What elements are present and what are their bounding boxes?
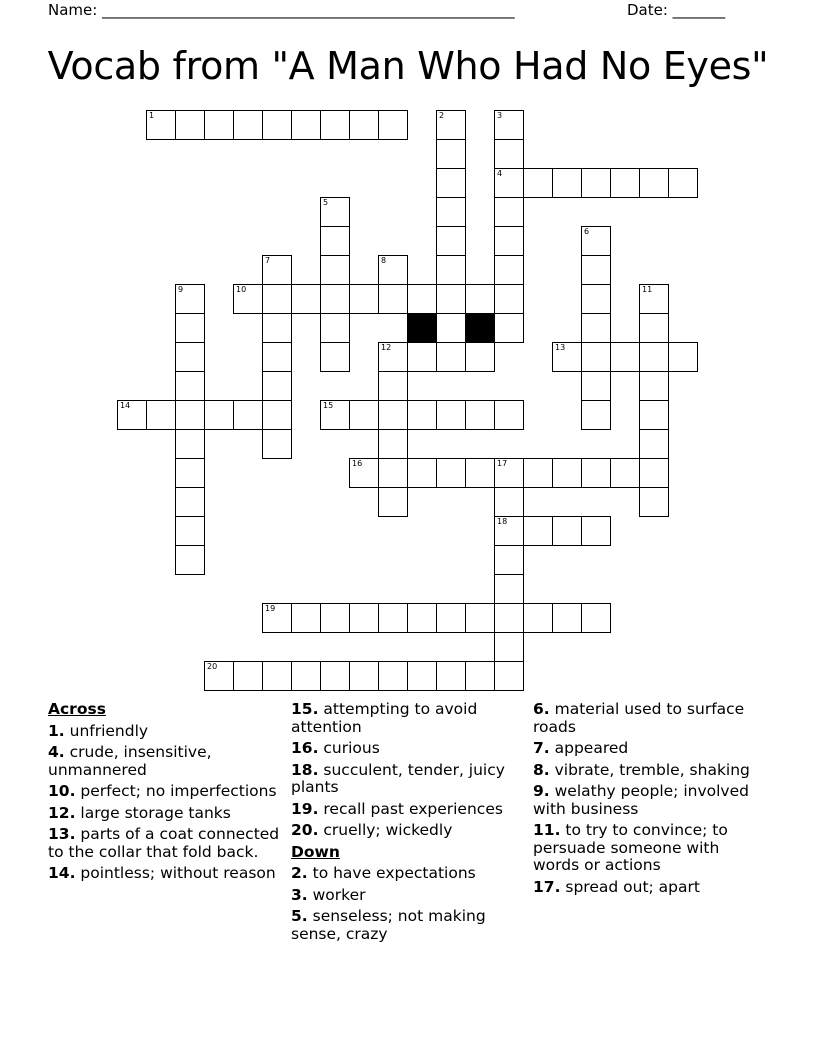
clue-item-number: 20.	[291, 821, 319, 839]
clue-item-text: cruelly; wickedly	[318, 821, 453, 839]
clue-item-text: to try to convince; to persuade someone with words or actions	[533, 821, 728, 874]
grid-cell[interactable]	[436, 197, 466, 227]
grid-cell[interactable]	[320, 255, 350, 285]
grid-cell[interactable]	[494, 255, 524, 285]
grid-cell[interactable]	[610, 342, 640, 372]
clue-item-number: 17.	[533, 877, 561, 896]
grid-cell[interactable]	[262, 284, 292, 314]
clue-item-number: 3.	[291, 885, 308, 904]
clue-item-text: senseless; not making sense, crazy	[291, 907, 486, 943]
grid-cell[interactable]	[494, 603, 524, 633]
grid-cell[interactable]	[233, 110, 263, 140]
clue-item	[48, 744, 283, 779]
grid-cell[interactable]	[523, 458, 553, 488]
across-clue-list	[48, 723, 283, 883]
grid-cell[interactable]	[436, 458, 466, 488]
grid-cell[interactable]	[407, 603, 437, 633]
grid-cell[interactable]	[581, 603, 611, 633]
grid-cell[interactable]	[320, 603, 350, 633]
grid-cell[interactable]	[407, 342, 437, 372]
clue-number: 6	[584, 227, 590, 236]
grid-cell[interactable]	[494, 487, 524, 517]
grid-cell[interactable]	[204, 110, 234, 140]
clue-item-number: 7.	[533, 739, 550, 757]
grid-cell[interactable]	[175, 487, 205, 517]
grid-cell[interactable]	[639, 313, 669, 343]
grid-cell[interactable]	[378, 255, 408, 285]
grid-cell[interactable]	[581, 168, 611, 198]
clue-number: 14	[120, 401, 131, 410]
date-field: Date: _______	[627, 1, 726, 19]
grid-cell[interactable]	[146, 400, 176, 430]
grid-cell[interactable]	[668, 342, 698, 372]
grid-cell[interactable]	[320, 284, 350, 314]
grid-cell[interactable]	[349, 110, 379, 140]
grid-cell[interactable]	[175, 400, 205, 430]
grid-cell[interactable]	[291, 603, 321, 633]
grid-cell[interactable]	[639, 371, 669, 401]
clue-item-number: 14.	[48, 864, 76, 882]
grid-cell[interactable]	[378, 284, 408, 314]
grid-cell[interactable]	[320, 400, 350, 430]
grid-cell[interactable]	[581, 313, 611, 343]
grid-cell[interactable]	[436, 226, 466, 256]
grid-cell[interactable]	[407, 458, 437, 488]
grid-cell[interactable]	[291, 661, 321, 691]
grid-cell[interactable]	[349, 661, 379, 691]
grid-cell[interactable]	[465, 400, 495, 430]
grid-cell[interactable]	[320, 197, 350, 227]
grid-cell[interactable]	[320, 110, 350, 140]
clue-item-text: unfriendly	[64, 721, 149, 740]
grid-cell[interactable]	[494, 400, 524, 430]
grid-cell[interactable]	[320, 313, 350, 343]
grid-cell[interactable]	[436, 661, 466, 691]
clue-item-text: perfect; no imperfections	[75, 782, 277, 800]
clues-column-3	[533, 701, 768, 900]
grid-cell[interactable]	[407, 400, 437, 430]
clue-item-text: succulent, tender, juicy plants	[291, 760, 505, 796]
clue-item-number: 6.	[533, 700, 550, 718]
clue-item-text: worker	[307, 885, 366, 904]
clue-item	[48, 805, 283, 823]
across-heading: Across	[48, 700, 106, 718]
clue-number: 1	[149, 111, 155, 120]
clue-item	[48, 826, 283, 861]
grid-cell[interactable]	[494, 110, 524, 140]
grid-cell[interactable]	[436, 255, 466, 285]
grid-cell[interactable]	[378, 110, 408, 140]
clue-item-number: 16.	[291, 739, 319, 757]
clue-item-text: vibrate, tremble, shaking	[549, 760, 750, 779]
grid-cell[interactable]	[407, 284, 437, 314]
clue-number: 7	[265, 256, 271, 265]
clue-item	[48, 865, 283, 883]
grid-cell[interactable]	[523, 168, 553, 198]
grid-cell[interactable]	[320, 342, 350, 372]
grid-cell[interactable]	[204, 400, 234, 430]
grid-cell[interactable]	[465, 458, 495, 488]
grid-cell[interactable]	[494, 632, 524, 662]
grid-cell[interactable]	[523, 603, 553, 633]
grid-cell[interactable]	[175, 516, 205, 546]
grid-cell[interactable]	[552, 516, 582, 546]
clue-item-number: 19.	[291, 799, 319, 818]
grid-cell[interactable]	[262, 110, 292, 140]
clue-number: 2	[439, 111, 445, 120]
grid-cell[interactable]	[436, 139, 466, 169]
grid-cell[interactable]	[320, 226, 350, 256]
grid-cell[interactable]	[320, 661, 350, 691]
grid-cell[interactable]	[262, 371, 292, 401]
grid-cell[interactable]	[378, 661, 408, 691]
clue-item-number: 15.	[291, 700, 319, 718]
grid-cell[interactable]	[494, 574, 524, 604]
clue-item-text: curious	[318, 739, 380, 757]
down-clue-list	[291, 865, 526, 943]
clue-item	[48, 783, 283, 801]
clue-item-number: 2.	[291, 864, 308, 882]
grid-cell[interactable]	[262, 400, 292, 430]
grid-cell[interactable]	[494, 458, 524, 488]
clue-item	[291, 740, 526, 758]
grid-cell[interactable]	[523, 516, 553, 546]
grid-cell[interactable]	[175, 371, 205, 401]
clue-number: 8	[381, 256, 387, 265]
grid-cell[interactable]	[262, 603, 292, 633]
grid-cell[interactable]	[639, 284, 669, 314]
grid-cell[interactable]	[204, 661, 234, 691]
grid-cell[interactable]	[552, 603, 582, 633]
black-cell	[465, 313, 495, 343]
clue-number: 5	[323, 198, 329, 207]
page-title: Vocab from "A Man Who Had No Eyes"	[47, 44, 769, 88]
name-field: Name: _______________________________________________________	[48, 1, 515, 19]
grid-cell[interactable]	[262, 255, 292, 285]
clue-item-text: material used to surface roads	[533, 700, 745, 736]
grid-cell[interactable]	[610, 168, 640, 198]
grid-cell[interactable]	[349, 458, 379, 488]
grid-cell[interactable]	[552, 168, 582, 198]
black-cell	[407, 313, 437, 343]
grid-cell[interactable]	[639, 400, 669, 430]
clue-item-number: 8.	[533, 760, 550, 779]
grid-cell[interactable]	[378, 603, 408, 633]
grid-cell[interactable]	[262, 313, 292, 343]
grid-cell[interactable]	[262, 429, 292, 459]
clue-item-number: 5.	[291, 907, 308, 925]
clue-item-number: 18.	[291, 760, 319, 779]
clue-item-number: 9.	[533, 782, 550, 800]
grid-cell[interactable]	[378, 458, 408, 488]
grid-cell[interactable]	[233, 661, 263, 691]
grid-cell[interactable]	[175, 313, 205, 343]
grid-cell[interactable]	[436, 110, 466, 140]
clue-item	[291, 887, 526, 905]
grid-cell[interactable]	[465, 284, 495, 314]
grid-cell[interactable]	[581, 516, 611, 546]
grid-cell[interactable]	[494, 284, 524, 314]
clue-item-text: spread out; apart	[560, 877, 700, 896]
clue-item-number: 4.	[48, 743, 65, 761]
clue-number: 9	[178, 285, 184, 294]
grid-cell[interactable]	[494, 139, 524, 169]
grid-cell[interactable]	[552, 342, 582, 372]
grid-cell[interactable]	[668, 168, 698, 198]
clue-number: 10	[236, 285, 247, 294]
clue-number: 16	[352, 459, 363, 468]
clue-item-number: 11.	[533, 821, 561, 839]
grid-cell[interactable]	[494, 313, 524, 343]
grid-cell[interactable]	[639, 458, 669, 488]
grid-cell[interactable]	[291, 110, 321, 140]
clue-item-text: welathy people; involved with business	[533, 782, 749, 818]
clue-item	[291, 865, 526, 883]
clue-item	[291, 801, 526, 819]
clue-number: 12	[381, 343, 392, 352]
clue-item-number: 10.	[48, 782, 76, 800]
clue-number: 15	[323, 401, 334, 410]
clue-number: 3	[497, 111, 503, 120]
clue-number: 13	[555, 343, 566, 352]
grid-cell[interactable]	[494, 168, 524, 198]
clue-item-number: 12.	[48, 803, 76, 822]
grid-cell[interactable]	[436, 168, 466, 198]
clue-item	[291, 908, 526, 943]
clue-number: 4	[497, 169, 503, 178]
clue-item	[533, 879, 768, 897]
clue-number: 17	[497, 459, 508, 468]
grid-cell[interactable]	[175, 284, 205, 314]
grid-cell[interactable]	[639, 487, 669, 517]
grid-cell[interactable]	[494, 197, 524, 227]
grid-cell[interactable]	[639, 429, 669, 459]
grid-cell[interactable]	[175, 458, 205, 488]
grid-cell[interactable]	[581, 400, 611, 430]
grid-cell[interactable]	[581, 458, 611, 488]
clue-item-text: recall past experiences	[318, 799, 503, 818]
grid-cell[interactable]	[465, 661, 495, 691]
clue-number: 11	[642, 285, 653, 294]
grid-cell[interactable]	[581, 342, 611, 372]
down-clue-list-continued	[533, 701, 768, 896]
grid-cell[interactable]	[494, 516, 524, 546]
grid-cell[interactable]	[494, 661, 524, 691]
across-clue-list-continued	[291, 701, 526, 840]
grid-cell[interactable]	[175, 110, 205, 140]
clue-item	[533, 762, 768, 780]
grid-cell[interactable]	[436, 342, 466, 372]
grid-cell[interactable]	[175, 429, 205, 459]
grid-cell[interactable]	[494, 226, 524, 256]
clue-item-text: large storage tanks	[75, 803, 231, 822]
clue-number: 20	[207, 662, 218, 671]
grid-cell[interactable]	[233, 284, 263, 314]
grid-cell[interactable]	[146, 110, 176, 140]
clue-item-text: parts of a coat connected to the collar that fold back.	[48, 825, 280, 861]
clue-item-text: crude, insensitive, unmannered	[48, 743, 212, 779]
grid-cell[interactable]	[639, 168, 669, 198]
grid-cell[interactable]	[581, 255, 611, 285]
grid-cell[interactable]	[117, 400, 147, 430]
clues-column-1	[48, 701, 283, 887]
grid-cell[interactable]	[378, 429, 408, 459]
grid-cell[interactable]	[436, 400, 466, 430]
clue-item	[291, 762, 526, 797]
grid-cell[interactable]	[378, 342, 408, 372]
grid-cell[interactable]	[581, 226, 611, 256]
clue-item-text: to have expectations	[307, 864, 476, 882]
clue-item-text: attempting to avoid attention	[291, 700, 478, 736]
grid-cell[interactable]	[233, 400, 263, 430]
grid-cell[interactable]	[581, 371, 611, 401]
grid-cell[interactable]	[465, 342, 495, 372]
clue-item-text: pointless; without reason	[75, 864, 276, 882]
grid-cell[interactable]	[639, 342, 669, 372]
grid-cell[interactable]	[378, 371, 408, 401]
grid-cell[interactable]	[552, 458, 582, 488]
clue-item	[291, 822, 526, 840]
grid-cell[interactable]	[436, 284, 466, 314]
clue-item	[48, 723, 283, 741]
clue-item-number: 1.	[48, 721, 65, 740]
grid-cell[interactable]	[349, 603, 379, 633]
down-heading: Down	[291, 842, 340, 861]
grid-cell[interactable]	[262, 661, 292, 691]
grid-cell[interactable]	[291, 284, 321, 314]
clue-item	[533, 740, 768, 758]
clue-number: 18	[497, 517, 508, 526]
clue-item	[533, 701, 768, 736]
grid-cell[interactable]	[262, 342, 292, 372]
clue-item-text: appeared	[549, 739, 629, 757]
grid-cell[interactable]	[175, 545, 205, 575]
grid-cell[interactable]	[378, 487, 408, 517]
grid-cell[interactable]	[465, 603, 495, 633]
grid-cell[interactable]	[581, 284, 611, 314]
grid-cell[interactable]	[378, 400, 408, 430]
clues-column-2	[291, 701, 526, 947]
clue-item-number: 13.	[48, 825, 76, 843]
clue-number: 19	[265, 604, 276, 613]
grid-cell[interactable]	[494, 545, 524, 575]
clue-item	[291, 701, 526, 736]
grid-cell[interactable]	[349, 400, 379, 430]
grid-cell[interactable]	[610, 458, 640, 488]
grid-cell[interactable]	[175, 342, 205, 372]
grid-cell[interactable]	[349, 284, 379, 314]
grid-cell[interactable]	[436, 603, 466, 633]
clue-item	[533, 822, 768, 875]
grid-cell[interactable]	[407, 661, 437, 691]
clue-item	[533, 783, 768, 818]
